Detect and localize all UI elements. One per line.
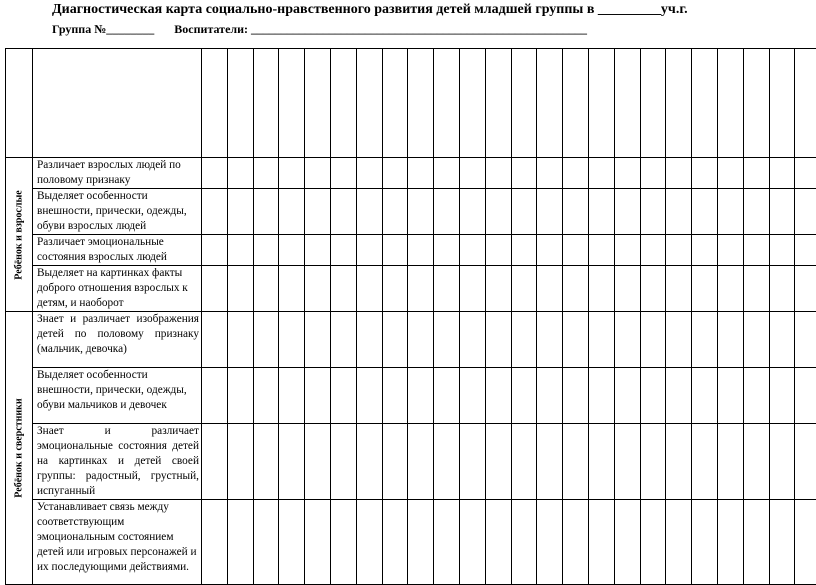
criterion-cell: Различает взрослых людей по половому признаку bbox=[33, 158, 202, 189]
score-cell[interactable] bbox=[459, 266, 485, 312]
section-label-cell bbox=[6, 312, 33, 585]
score-cell[interactable] bbox=[202, 500, 228, 585]
score-cell[interactable] bbox=[640, 312, 666, 368]
score-cell[interactable] bbox=[382, 500, 408, 585]
score-cell[interactable] bbox=[279, 312, 305, 368]
score-cell[interactable] bbox=[485, 158, 511, 189]
score-cell[interactable] bbox=[408, 189, 434, 235]
score-cell[interactable] bbox=[511, 266, 537, 312]
score-cell[interactable] bbox=[614, 500, 640, 585]
score-cell[interactable] bbox=[434, 500, 460, 585]
child-name-cell[interactable] bbox=[640, 49, 666, 158]
score-cell[interactable] bbox=[511, 189, 537, 235]
score-cell[interactable] bbox=[434, 424, 460, 500]
score-cell[interactable] bbox=[640, 500, 666, 585]
score-cell[interactable] bbox=[769, 158, 795, 189]
score-cell[interactable] bbox=[511, 235, 537, 266]
child-name-cell[interactable] bbox=[795, 49, 816, 158]
child-name-cell[interactable] bbox=[253, 49, 279, 158]
score-cell[interactable] bbox=[227, 235, 253, 266]
score-cell[interactable] bbox=[485, 266, 511, 312]
score-cell[interactable] bbox=[692, 235, 718, 266]
score-cell[interactable] bbox=[330, 235, 356, 266]
score-cell[interactable] bbox=[330, 500, 356, 585]
criterion-cell: Выделяет особенности внешности, прически, одежды, обуви мальчиков и девочек bbox=[33, 368, 202, 424]
score-cell[interactable] bbox=[356, 158, 382, 189]
score-cell[interactable] bbox=[202, 189, 228, 235]
score-cell[interactable] bbox=[459, 424, 485, 500]
score-cell[interactable] bbox=[279, 500, 305, 585]
score-cell[interactable] bbox=[692, 312, 718, 368]
score-cell[interactable] bbox=[305, 235, 331, 266]
score-cell[interactable] bbox=[743, 189, 769, 235]
score-cell[interactable] bbox=[537, 158, 563, 189]
score-cell[interactable] bbox=[666, 500, 692, 585]
score-cell[interactable] bbox=[769, 235, 795, 266]
score-cell[interactable] bbox=[717, 500, 743, 585]
child-name-cell[interactable] bbox=[692, 49, 718, 158]
score-cell[interactable] bbox=[330, 312, 356, 368]
score-cell[interactable] bbox=[459, 368, 485, 424]
score-cell[interactable] bbox=[382, 235, 408, 266]
score-cell[interactable] bbox=[305, 368, 331, 424]
score-cell[interactable] bbox=[227, 189, 253, 235]
score-cell[interactable] bbox=[537, 189, 563, 235]
score-cell[interactable] bbox=[588, 189, 614, 235]
child-name-cell[interactable] bbox=[434, 49, 460, 158]
score-cell[interactable] bbox=[666, 235, 692, 266]
score-cell[interactable] bbox=[434, 266, 460, 312]
educators-field: Воспитатели: ________________________________________________________ bbox=[174, 22, 588, 36]
score-cell[interactable] bbox=[614, 158, 640, 189]
diagnostic-table bbox=[5, 48, 816, 585]
score-cell[interactable] bbox=[382, 368, 408, 424]
score-cell[interactable] bbox=[563, 368, 589, 424]
score-cell[interactable] bbox=[640, 189, 666, 235]
score-cell[interactable] bbox=[614, 368, 640, 424]
score-cell[interactable] bbox=[717, 235, 743, 266]
score-cell[interactable] bbox=[666, 368, 692, 424]
score-cell[interactable] bbox=[666, 189, 692, 235]
score-cell[interactable] bbox=[769, 189, 795, 235]
score-cell[interactable] bbox=[563, 189, 589, 235]
score-cell[interactable] bbox=[485, 368, 511, 424]
score-cell[interactable] bbox=[692, 266, 718, 312]
child-name-cell[interactable] bbox=[769, 49, 795, 158]
score-cell[interactable] bbox=[279, 235, 305, 266]
score-cell[interactable] bbox=[692, 368, 718, 424]
score-cell[interactable] bbox=[408, 158, 434, 189]
score-cell[interactable] bbox=[588, 368, 614, 424]
score-cell[interactable] bbox=[666, 312, 692, 368]
child-name-cell[interactable] bbox=[408, 49, 434, 158]
score-cell[interactable] bbox=[408, 312, 434, 368]
score-cell[interactable] bbox=[227, 368, 253, 424]
score-cell[interactable] bbox=[202, 312, 228, 368]
score-cell[interactable] bbox=[434, 158, 460, 189]
score-cell[interactable] bbox=[511, 368, 537, 424]
score-cell[interactable] bbox=[588, 235, 614, 266]
score-cell[interactable] bbox=[202, 368, 228, 424]
criterion-cell: Устанавливает связь между соответствующим эмоциональным состоянием детей или игровых персонажей и их последующими действиями. bbox=[33, 500, 202, 585]
child-name-cell[interactable] bbox=[614, 49, 640, 158]
score-cell[interactable] bbox=[459, 235, 485, 266]
score-cell[interactable] bbox=[202, 158, 228, 189]
score-cell[interactable] bbox=[537, 312, 563, 368]
score-cell[interactable] bbox=[511, 500, 537, 585]
table-row bbox=[6, 266, 816, 312]
score-cell[interactable] bbox=[408, 266, 434, 312]
child-name-cell[interactable] bbox=[305, 49, 331, 158]
score-cell[interactable] bbox=[563, 312, 589, 368]
score-cell[interactable] bbox=[511, 158, 537, 189]
score-cell[interactable] bbox=[356, 312, 382, 368]
score-cell[interactable] bbox=[743, 424, 769, 500]
score-cell[interactable] bbox=[795, 266, 816, 312]
score-cell[interactable] bbox=[227, 500, 253, 585]
score-cell[interactable] bbox=[537, 500, 563, 585]
score-cell[interactable] bbox=[795, 235, 816, 266]
score-cell[interactable] bbox=[356, 189, 382, 235]
score-cell[interactable] bbox=[485, 312, 511, 368]
criterion-cell: Знает и различает эмоциональные состояния детей на картинках и детей своей группы: радостный, грустный, испуганный bbox=[33, 424, 202, 500]
score-cell[interactable] bbox=[537, 266, 563, 312]
score-cell[interactable] bbox=[382, 189, 408, 235]
score-cell[interactable] bbox=[253, 424, 279, 500]
criterion-cell: Различает эмоциональные состояния взрослых людей bbox=[33, 235, 202, 266]
child-name-cell[interactable] bbox=[511, 49, 537, 158]
score-cell[interactable] bbox=[692, 158, 718, 189]
score-cell[interactable] bbox=[305, 266, 331, 312]
child-name-cell[interactable] bbox=[563, 49, 589, 158]
score-cell[interactable] bbox=[330, 158, 356, 189]
document-title: Диагностическая карта социально-нравственного развития детей младшей группы в _________уч.г. bbox=[52, 2, 688, 17]
score-cell[interactable] bbox=[330, 368, 356, 424]
group-number-field: Группа №________ bbox=[52, 22, 155, 36]
score-cell[interactable] bbox=[666, 424, 692, 500]
score-cell[interactable] bbox=[279, 158, 305, 189]
score-cell[interactable] bbox=[614, 424, 640, 500]
score-cell[interactable] bbox=[743, 312, 769, 368]
table-row bbox=[6, 500, 816, 585]
score-cell[interactable] bbox=[588, 424, 614, 500]
score-cell[interactable] bbox=[666, 266, 692, 312]
score-cell[interactable] bbox=[717, 368, 743, 424]
score-cell[interactable] bbox=[253, 266, 279, 312]
child-name-cell[interactable] bbox=[666, 49, 692, 158]
section-label-cell bbox=[6, 158, 33, 312]
score-cell[interactable] bbox=[795, 189, 816, 235]
score-cell[interactable] bbox=[640, 424, 666, 500]
score-cell[interactable] bbox=[795, 368, 816, 424]
score-cell[interactable] bbox=[537, 235, 563, 266]
score-cell[interactable] bbox=[563, 158, 589, 189]
header-row bbox=[6, 49, 816, 158]
score-cell[interactable] bbox=[588, 158, 614, 189]
score-cell[interactable] bbox=[614, 312, 640, 368]
score-cell[interactable] bbox=[614, 235, 640, 266]
score-cell[interactable] bbox=[717, 266, 743, 312]
score-cell[interactable] bbox=[795, 312, 816, 368]
score-cell[interactable] bbox=[382, 424, 408, 500]
score-cell[interactable] bbox=[537, 424, 563, 500]
score-cell[interactable] bbox=[743, 235, 769, 266]
score-cell[interactable] bbox=[795, 158, 816, 189]
score-cell[interactable] bbox=[382, 312, 408, 368]
child-name-cell[interactable] bbox=[279, 49, 305, 158]
criterion-cell: Выделяет на картинках факты доброго отношения взрослых к детям, и наоборот bbox=[33, 266, 202, 312]
score-cell[interactable] bbox=[537, 368, 563, 424]
child-name-cell[interactable] bbox=[227, 49, 253, 158]
score-cell[interactable] bbox=[305, 500, 331, 585]
score-cell[interactable] bbox=[717, 158, 743, 189]
subtitle-row bbox=[52, 22, 587, 37]
section-label: Ребёнок и сверстники bbox=[13, 398, 25, 498]
score-cell[interactable] bbox=[459, 312, 485, 368]
score-cell[interactable] bbox=[356, 368, 382, 424]
score-cell[interactable] bbox=[330, 424, 356, 500]
score-cell[interactable] bbox=[588, 500, 614, 585]
score-cell[interactable] bbox=[382, 158, 408, 189]
score-cell[interactable] bbox=[330, 266, 356, 312]
score-cell[interactable] bbox=[614, 189, 640, 235]
child-name-cell[interactable] bbox=[537, 49, 563, 158]
score-cell[interactable] bbox=[485, 189, 511, 235]
score-cell[interactable] bbox=[253, 235, 279, 266]
score-cell[interactable] bbox=[795, 500, 816, 585]
score-cell[interactable] bbox=[563, 266, 589, 312]
criteria-header-cell bbox=[33, 49, 202, 158]
score-cell[interactable] bbox=[279, 266, 305, 312]
score-cell[interactable] bbox=[356, 424, 382, 500]
score-cell[interactable] bbox=[459, 500, 485, 585]
table-row bbox=[6, 368, 816, 424]
score-cell[interactable] bbox=[640, 235, 666, 266]
score-cell[interactable] bbox=[253, 189, 279, 235]
score-cell[interactable] bbox=[717, 312, 743, 368]
score-cell[interactable] bbox=[202, 235, 228, 266]
score-cell[interactable] bbox=[640, 368, 666, 424]
child-name-cell[interactable] bbox=[485, 49, 511, 158]
score-cell[interactable] bbox=[459, 189, 485, 235]
score-cell[interactable] bbox=[692, 500, 718, 585]
score-cell[interactable] bbox=[743, 266, 769, 312]
score-cell[interactable] bbox=[356, 266, 382, 312]
score-cell[interactable] bbox=[563, 500, 589, 585]
score-cell[interactable] bbox=[253, 312, 279, 368]
score-cell[interactable] bbox=[227, 158, 253, 189]
score-cell[interactable] bbox=[279, 424, 305, 500]
score-cell[interactable] bbox=[769, 266, 795, 312]
score-cell[interactable] bbox=[563, 235, 589, 266]
score-cell[interactable] bbox=[382, 266, 408, 312]
criterion-cell: Знает и различает изображения детей по половому признаку (мальчик, девочка) bbox=[33, 312, 202, 368]
score-cell[interactable] bbox=[717, 424, 743, 500]
score-cell[interactable] bbox=[692, 189, 718, 235]
score-cell[interactable] bbox=[563, 424, 589, 500]
score-cell[interactable] bbox=[485, 424, 511, 500]
score-cell[interactable] bbox=[511, 312, 537, 368]
score-cell[interactable] bbox=[434, 312, 460, 368]
score-cell[interactable] bbox=[408, 368, 434, 424]
score-cell[interactable] bbox=[434, 235, 460, 266]
score-cell[interactable] bbox=[305, 312, 331, 368]
score-cell[interactable] bbox=[253, 158, 279, 189]
score-cell[interactable] bbox=[795, 424, 816, 500]
score-cell[interactable] bbox=[511, 424, 537, 500]
child-name-cell[interactable] bbox=[459, 49, 485, 158]
score-cell[interactable] bbox=[640, 266, 666, 312]
child-name-cell[interactable] bbox=[588, 49, 614, 158]
score-cell[interactable] bbox=[253, 368, 279, 424]
child-name-cell[interactable] bbox=[743, 49, 769, 158]
child-name-cell[interactable] bbox=[202, 49, 228, 158]
score-cell[interactable] bbox=[202, 266, 228, 312]
corner-cell bbox=[6, 49, 33, 158]
score-cell[interactable] bbox=[408, 235, 434, 266]
score-cell[interactable] bbox=[227, 312, 253, 368]
score-cell[interactable] bbox=[640, 158, 666, 189]
section-label: Ребёнок и взрослые bbox=[13, 189, 25, 280]
score-cell[interactable] bbox=[485, 235, 511, 266]
table-row bbox=[6, 158, 816, 189]
score-cell[interactable] bbox=[769, 312, 795, 368]
score-cell[interactable] bbox=[356, 500, 382, 585]
score-cell[interactable] bbox=[769, 368, 795, 424]
score-cell[interactable] bbox=[769, 500, 795, 585]
score-cell[interactable] bbox=[614, 266, 640, 312]
child-name-cell[interactable] bbox=[717, 49, 743, 158]
score-cell[interactable] bbox=[666, 158, 692, 189]
criterion-cell: Выделяет особенности внешности, прически, одежды, обуви взрослых людей bbox=[33, 189, 202, 235]
score-cell[interactable] bbox=[408, 500, 434, 585]
score-cell[interactable] bbox=[743, 500, 769, 585]
score-cell[interactable] bbox=[330, 189, 356, 235]
score-cell[interactable] bbox=[459, 158, 485, 189]
score-cell[interactable] bbox=[227, 424, 253, 500]
table-row bbox=[6, 424, 816, 500]
score-cell[interactable] bbox=[305, 189, 331, 235]
score-cell[interactable] bbox=[253, 500, 279, 585]
child-name-cell[interactable] bbox=[382, 49, 408, 158]
score-cell[interactable] bbox=[588, 312, 614, 368]
score-cell[interactable] bbox=[227, 266, 253, 312]
child-name-cell[interactable] bbox=[356, 49, 382, 158]
score-cell[interactable] bbox=[743, 368, 769, 424]
score-cell[interactable] bbox=[434, 368, 460, 424]
table-row bbox=[6, 235, 816, 266]
table-row bbox=[6, 312, 816, 368]
score-cell[interactable] bbox=[279, 368, 305, 424]
score-cell[interactable] bbox=[588, 266, 614, 312]
score-cell[interactable] bbox=[408, 424, 434, 500]
score-cell[interactable] bbox=[202, 424, 228, 500]
table-row bbox=[6, 189, 816, 235]
score-cell[interactable] bbox=[769, 424, 795, 500]
child-name-cell[interactable] bbox=[330, 49, 356, 158]
score-cell[interactable] bbox=[279, 189, 305, 235]
score-cell[interactable] bbox=[692, 424, 718, 500]
score-cell[interactable] bbox=[717, 189, 743, 235]
score-cell[interactable] bbox=[305, 424, 331, 500]
score-cell[interactable] bbox=[485, 500, 511, 585]
score-cell[interactable] bbox=[356, 235, 382, 266]
score-cell[interactable] bbox=[743, 158, 769, 189]
score-cell[interactable] bbox=[305, 158, 331, 189]
score-cell[interactable] bbox=[434, 189, 460, 235]
